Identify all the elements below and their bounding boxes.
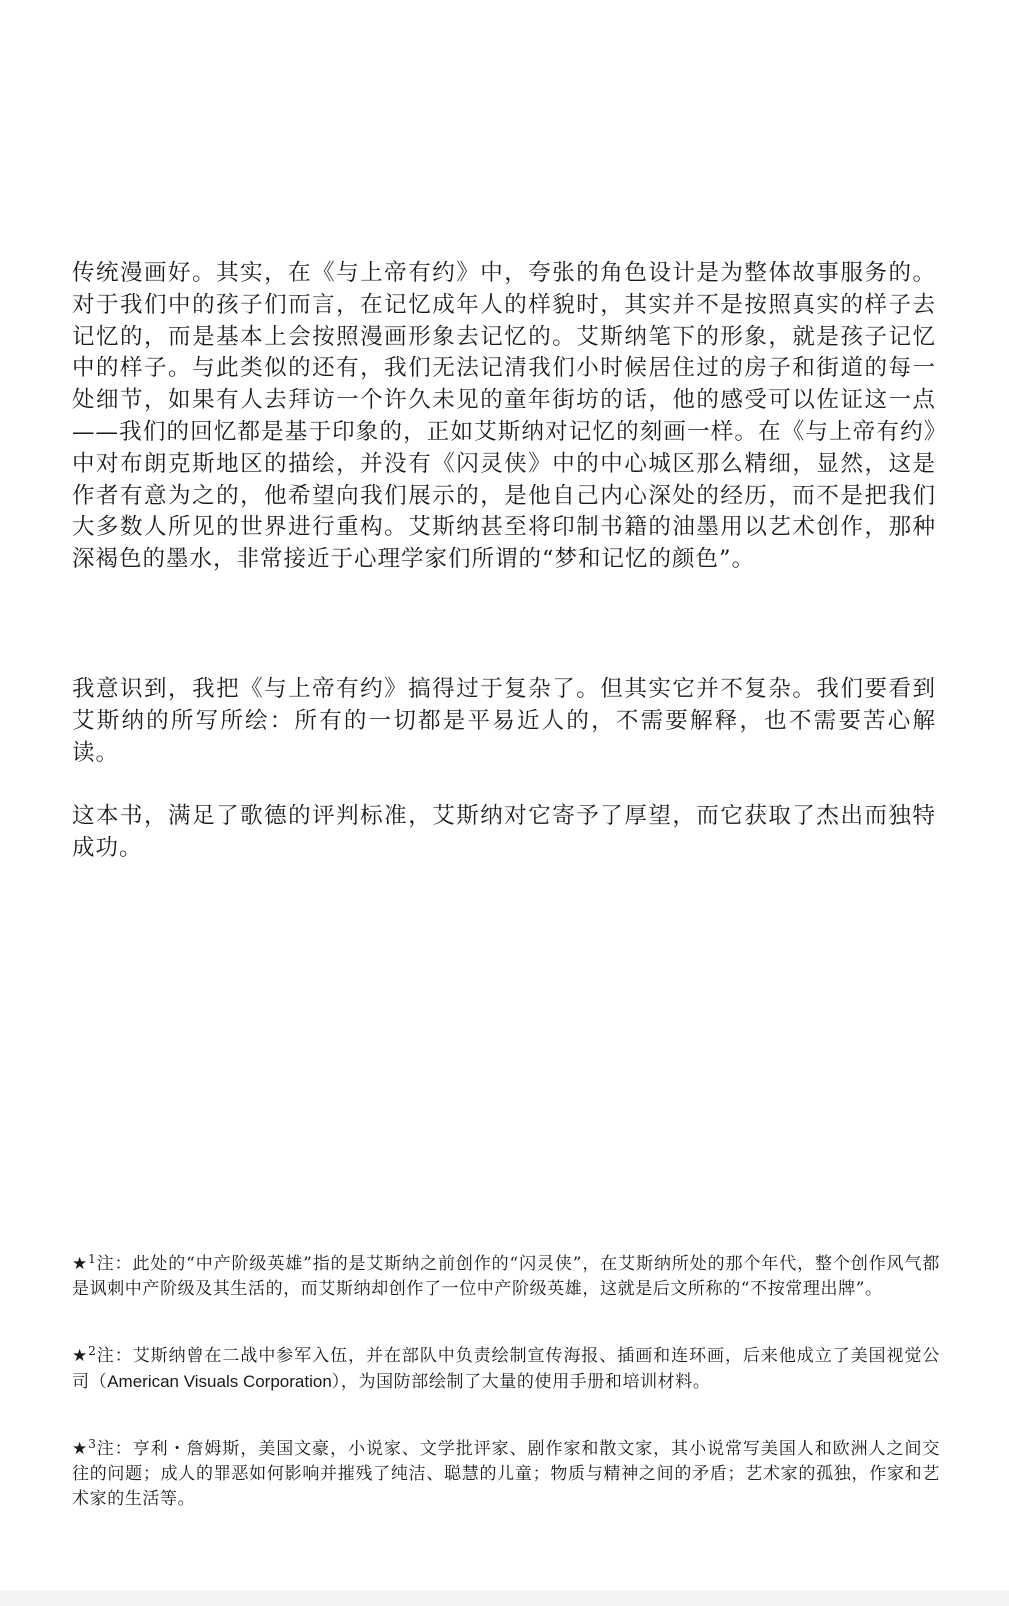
- footnote-star: ★: [72, 1254, 89, 1274]
- footnote-star: ★: [72, 1439, 89, 1459]
- footnote-marker: [72, 1254, 96, 1274]
- footnote-number: 3: [88, 1437, 97, 1451]
- footnote-text-continued: ），为国防部绘制了大量的使用手册和培训材料。: [331, 1372, 711, 1392]
- footnote-number: 2: [88, 1344, 97, 1358]
- body-paragraph: 这本书，满足了歌德的评判标准，艾斯纳对它寄予了厚望，而它获取了杰出而独特成功。: [72, 803, 936, 861]
- footnote-marker: [72, 1346, 96, 1366]
- footnote-number: 1: [88, 1252, 97, 1266]
- body-paragraph: 传统漫画好。其实，在《与上帝有约》中，夸张的角色设计是为整体故事服务的。对于我们中的孩子们而言，在记忆成年人的样貌时，其实并不是按照真实的样子去记忆的，而是基本上会按照漫画形象去记忆的。艾斯纳笔下的形象，就是孩子记忆中的样子。与此类似的还有，我们无法记清我们小时候居住过的房子和街道的每一处细节，如果有人去拜访一个许久未见的童年街坊的话，他的感受可以佐证这一点——我们的回忆都是基于印象的，正如艾斯纳对记忆的刻画一样。在《与上帝有约》中对布朗克斯地区的描绘，并没有《闪灵侠》中的中心城区那么精细，显然，这是作者有意为之的，他希望向我们展示的，是他自己内心深处的经历，而不是把我们大多数人所见的世界进行重构。艾斯纳甚至将印制书籍的油墨用以艺术创作，那种深褐色的墨水，非常接近于心理学家们所谓的“梦和记忆的颜色”。: [72, 260, 936, 573]
- footnote-english-name: American Visuals Corporation: [107, 1372, 332, 1391]
- footnote-text: 注：亨利・詹姆斯，美国文豪，小说家、文学批评家、剧作家和散文家，其小说常写美国人和欧洲人之间交往的问题；成人的罪恶如何影响并摧残了纯洁、聪慧的儿童；物质与精神之间的矛盾；艺术家的孤独，作家和艺术家的生活等。: [72, 1439, 941, 1509]
- footnote: [72, 1252, 940, 1302]
- footnote-text: 注：此处的“中产阶级英雄”指的是艾斯纳之前创作的“闪灵侠”，在艾斯纳所处的那个年代，整个创作风气都是讽刺中产阶级及其生活的，而艾斯纳却创作了一位中产阶级英雄，这就是后文所称的“不按常理出牌”。: [72, 1254, 940, 1299]
- body-paragraph: 我意识到，我把《与上帝有约》搞得过于复杂了。但其实它并不复杂。我们要看到艾斯纳的所写所绘：所有的一切都是平易近人的，不需要解释，也不需要苦心解读。: [72, 676, 936, 766]
- footnote: [72, 1437, 940, 1512]
- footnote-marker: [72, 1439, 96, 1459]
- footnote: [72, 1344, 940, 1395]
- footnote-text: 注：艾斯纳曾在二战中参军入伍，并在部队中负责绘制宣传海报、插画和连环画，后来他成立了美国视觉公司（: [72, 1346, 941, 1392]
- page-bottom-edge: [0, 1590, 1009, 1606]
- footnote-star: ★: [72, 1346, 89, 1366]
